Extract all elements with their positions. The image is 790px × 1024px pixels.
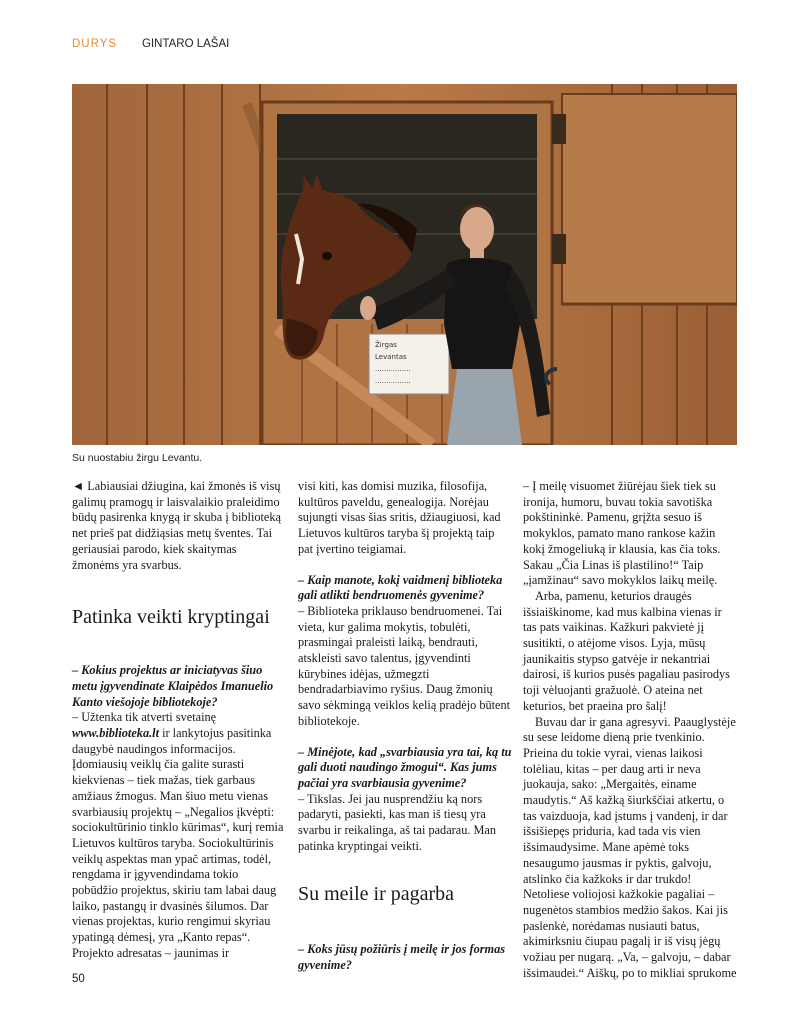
section-heading: Patinka veikti kryptingai (72, 606, 270, 629)
section-label: DURYS (72, 38, 118, 50)
answer-text: – Užtenka tik atverti svetainę (72, 710, 217, 725)
paragraph: – Į meilę visuomet žiūrėjau šiek tiek su ironija, humoru, buvau tokia savotiška pokštininkė. Pamenu, grįžta sesuo iš mokyklos, pamato mano rankose kažin kokį žmogeliuką ir klausia, kas čia toks. Sakau „Čia Linas iš plastilino!“ Taip „įamžinau“ savo mokyklos laikų meilę. (523, 479, 721, 588)
sign-line-2: Levantas (375, 353, 407, 361)
answer-text: ir lankytojus pasitinka daugybė naudingos informacijos. Įdomiausių veiklų čia galite surasti kiekvienas – tiek mažas, tiek garbaus amžiaus žmogus. Man šiuo metu vienas svarbiausių projektų – „Negalios įkvėpti: sociokultūrinio tinklo kūrimas“, kurį remia Lietuvos kultūros taryba. Sociokultūrinis veiklų aspektas man ypač artimas, todėl, rengdama ir įgyvendindama tokio pobūdžio projektus, skiriu tam labai daug laiko, pastangų ir dvasinės šilumos. Dar vienas projektas, kurio rengimui skyriau ypatingą dėmesį, yra „Kanto repas“. Projekto adresatas – jaunimas ir (72, 726, 284, 960)
answer (72, 710, 286, 961)
website-link: www.biblioteka.lt (72, 726, 159, 741)
text-column-1 (72, 479, 286, 962)
article-photo (72, 84, 737, 445)
paragraph: visi kiti, kas domisi muzika, filosofija, kultūros paveldu, genealogija. Norėjau sujungti visas šias sritis, džiaugiuosi, kad Lietuvos kultūros taryba šį projektą taip pat įvertino teigiamai. (298, 479, 501, 556)
article-title: GINTARO LAŠAI (142, 38, 230, 50)
question: – Minėjote, kad „svarbiausia yra tai, ką tu gali duoti naudingo žmogui“. Kas jums pačiai yra svarbiausia gyvenime? (298, 744, 512, 790)
page-header (72, 38, 230, 50)
question: – Kokius projektus ar iniciatyvas šiuo metu įgyvendinate Klaipėdos Imanuelio Kanto viešojoje bibliotekoje? (72, 663, 274, 709)
question: – Kaip manote, kokį vaidmenį biblioteka gali atlikti bendruomenės gyvenime? (298, 572, 503, 603)
sign-line-4: ................ (375, 377, 411, 385)
answer: – Biblioteka priklauso bendruomenei. Tai vieta, kur galima mokytis, tobulėti, prasmingai praleisti laiką, bendrauti, atskleisti savo talentus, įgyvendinti kūrybines idėjas, užmegzti bendradarbiavimo ryšius. Daug žmonių savo sėkmingą veiklos kelią pradėjo būtent bibliotekoje. (298, 603, 511, 728)
text-column-3 (523, 479, 737, 982)
question: – Koks jūsų požiūris į meilę ir jos formas gyvenime? (298, 942, 506, 973)
text-column-2 (298, 479, 512, 974)
intro-paragraph: ◄ Labiausiai džiugina, kai žmonės iš visų galimų pramogų ir laisvalaikio praleidimo būdų pasirenka knygą ir skuba į biblioteką net prieš pat didžiąsias metų šventes. Tai geriausiai parodo, kiek skaitymas žmonėms yra svarbus. (72, 479, 281, 572)
page-number: 50 (72, 973, 85, 985)
paragraph: Arba, pamenu, keturios draugės išsiaiškinome, kad mus kalbina vienas ir tas pats vaikinas. Kažkuri pakvietė jį susitikti, o atėjome visos. Lyja, mūsų jaunikaitis stypso gatvėje ir nekantriai dairosi, iš kurios pusės pagaliau pasirodys toji vėluojanti gražuolė. O ateina net keturios, bet praeina pro šalį! (523, 588, 730, 713)
section-heading: Su meile ir pagarba (298, 883, 455, 906)
sign-line-1: Žirgas (375, 341, 397, 349)
sign-line-3: ................ (375, 365, 411, 373)
paragraph: Buvau dar ir gana agresyvi. Paauglystėje su sese leidome dieną prie tvenkinio. Prieina du tokie vyrai, vienas laikosi tolėliau, kitas – per daug arti ir neva juokauja, sako: „Mergaitės, einame maudytis.“ Aš kažką šiurkščiai atkertu, o tas vaizduoja, kad įstums į vandenį, ir dar išsišiepęs priduria, kad tada vis vien išsimaudysime. Mane apėmė toks nesaugumo jausmas ir pyktis, galvoju, atslinko čia kažkoks ir dar trukdo! Netoliese voliojosi kažkokie pagaliai – nugenėtos stambios medžio šakos. Kai jis paslenkė, norėdamas nusiauti batus, akimirksniu čiupau pagalį ir iš visų jėgų vožiau per nugarą. „Va, – galvoju, – dabar išsimaudei.“ Aiškų, po to mikliai sprukome (523, 714, 737, 980)
photo-caption: Su nuostabiu žirgu Levantu. (72, 452, 203, 464)
answer: – Tikslas. Jei jau nusprendžiu ką nors padaryti, pasiekti, kas man iš tiesų yra svarbu ir reikalinga, aš tai padarau. Man patinka kryptingai veikti. (298, 791, 497, 853)
